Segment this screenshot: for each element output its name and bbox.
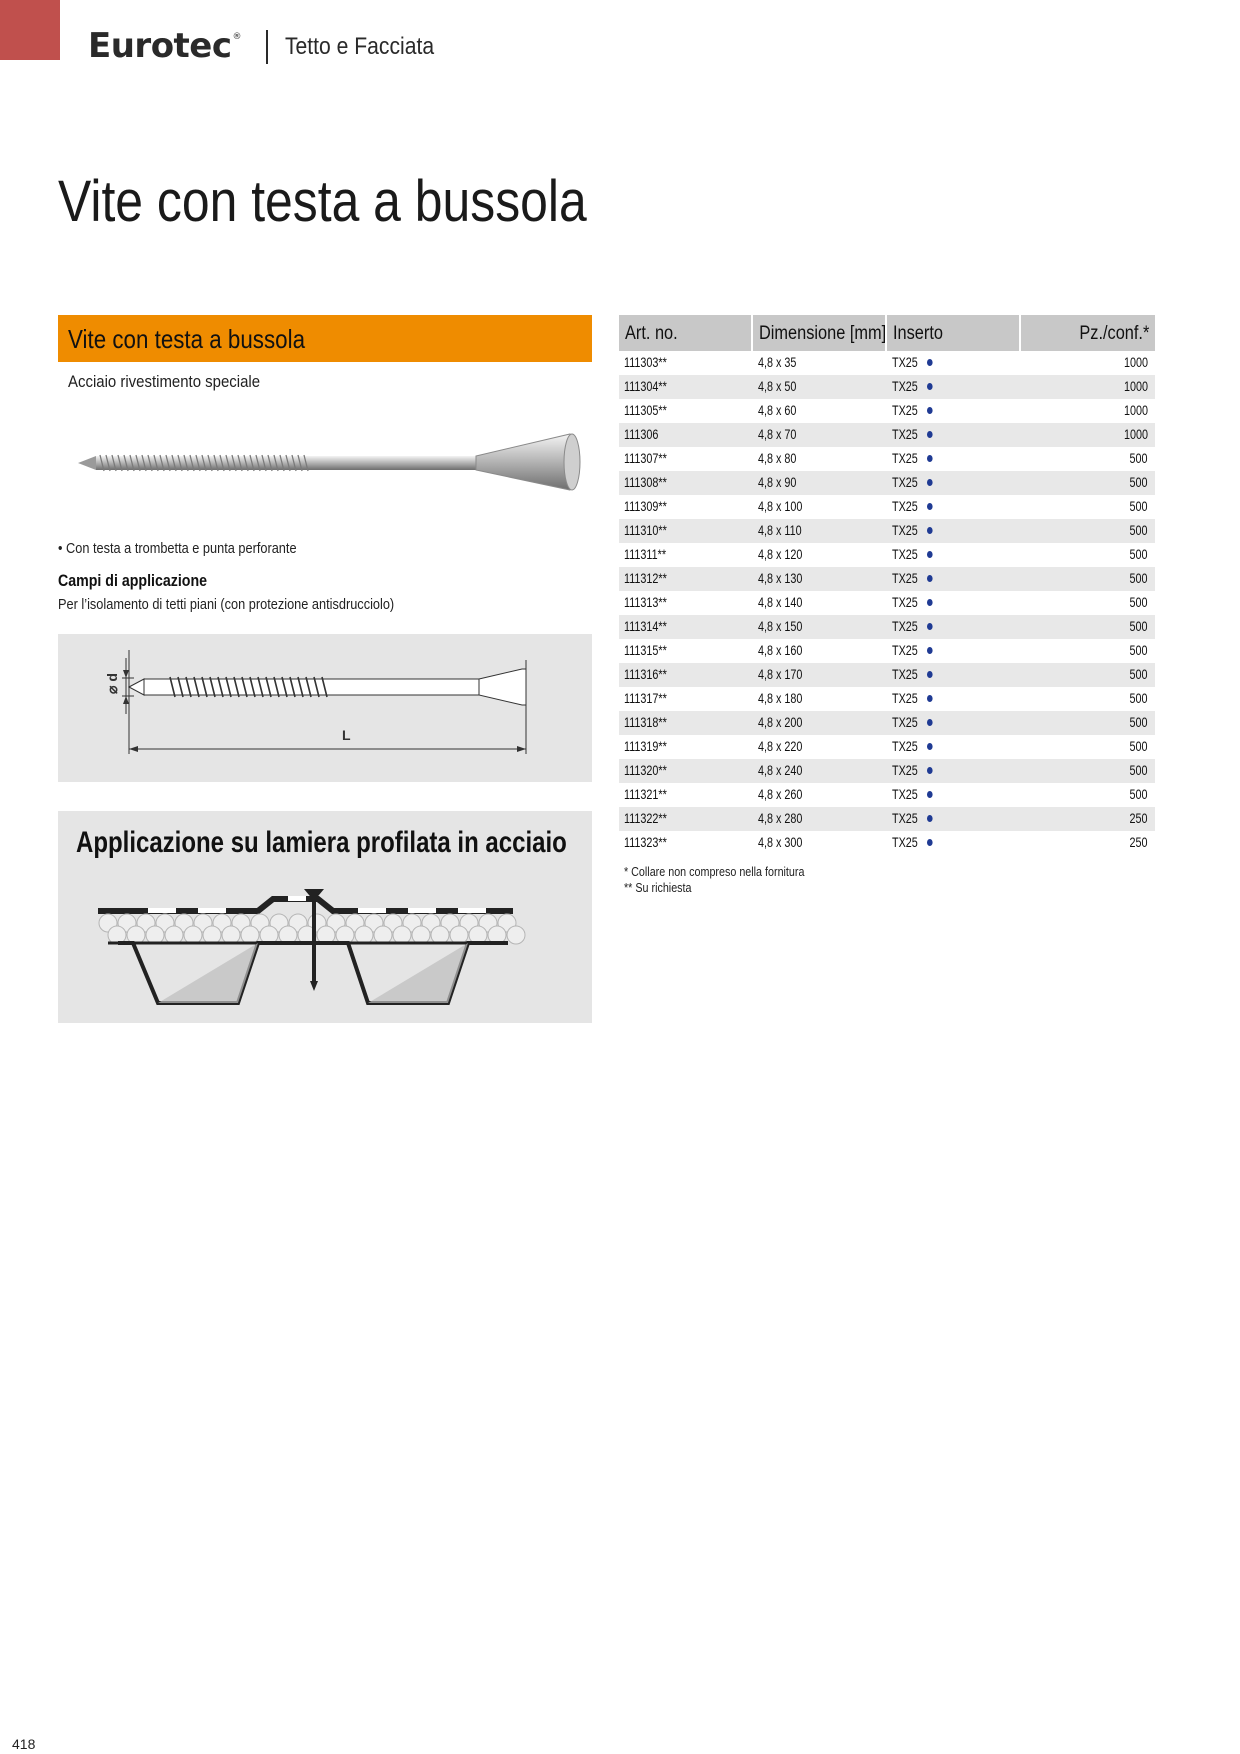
table-row: [619, 711, 1155, 735]
pieces-per-pack-cell: 1000: [1123, 379, 1148, 394]
table-row: [619, 399, 1155, 423]
pieces-per-pack-cell: 500: [1129, 691, 1148, 706]
dimension-cell: 4,8 x 220: [758, 739, 803, 754]
table-row: [619, 447, 1155, 471]
page-number: 418: [12, 1736, 36, 1752]
column-header: Inserto: [887, 315, 1019, 351]
art-number-cell: 111305**: [624, 403, 667, 418]
table-row: [619, 423, 1155, 447]
brand-logo: Eurotec®: [88, 26, 242, 66]
product-banner-title: Vite con testa a bussola: [68, 324, 306, 354]
table-row: [619, 615, 1155, 639]
table-row: [619, 375, 1155, 399]
pieces-per-pack-cell: 500: [1129, 763, 1148, 778]
insert-cell: TX25: [887, 423, 1021, 447]
insert-cell: TX25: [887, 687, 1021, 711]
insert-cell: TX25: [887, 567, 1021, 591]
dimension-cell: 4,8 x 110: [758, 523, 802, 538]
feature-text: • Con testa a trombetta e punta perforante: [58, 541, 297, 557]
application-box: [58, 811, 592, 1023]
insert-cell: TX25: [887, 447, 1021, 471]
bit-dot-icon: [927, 695, 933, 702]
table-body: [619, 351, 1155, 855]
pieces-per-pack-cell: 250: [1129, 835, 1148, 850]
insert-cell: TX25: [887, 639, 1021, 663]
table-row: [619, 351, 1155, 375]
dimension-cell: 4,8 x 300: [758, 835, 803, 850]
table-row: [619, 471, 1155, 495]
art-number-cell: 111308**: [624, 475, 667, 490]
pieces-per-pack-cell: 1000: [1123, 427, 1148, 442]
dimension-cell: 4,8 x 120: [758, 547, 803, 562]
bit-dot-icon: [927, 791, 933, 798]
dimension-cell: 4,8 x 100: [758, 499, 803, 514]
art-number-cell: 111304**: [624, 379, 667, 394]
bit-dot-icon: [927, 527, 933, 534]
diameter-label: ⌀ d: [104, 673, 120, 694]
dimension-cell: 4,8 x 150: [758, 619, 803, 634]
table-row: [619, 663, 1155, 687]
applications-heading: Campi di applicazione: [58, 572, 208, 590]
pieces-per-pack-cell: 1000: [1123, 403, 1148, 418]
insert-cell: TX25: [887, 399, 1021, 423]
pieces-per-pack-cell: 500: [1129, 787, 1148, 802]
page-title: Vite con testa a bussola: [58, 169, 587, 234]
applications-text: Per l’isolamento di tetti piani (con protezione antisdrucciolo): [58, 597, 395, 613]
dimension-cell: 4,8 x 70: [758, 427, 797, 442]
insert-cell: TX25: [887, 495, 1021, 519]
dimension-cell: 4,8 x 130: [758, 571, 803, 586]
bit-dot-icon: [927, 479, 933, 486]
column-header: Dimensione [mm]: [753, 315, 885, 351]
table-row: [619, 687, 1155, 711]
header-divider: [266, 30, 268, 64]
material-text: Acciaio rivestimento speciale: [68, 372, 261, 391]
pieces-per-pack-cell: 500: [1129, 715, 1148, 730]
table-row: [619, 591, 1155, 615]
insert-cell: TX25: [887, 783, 1021, 807]
table-header: [619, 315, 1155, 351]
insert-cell: TX25: [887, 615, 1021, 639]
dimension-cell: 4,8 x 80: [758, 451, 797, 466]
length-label: L: [342, 727, 351, 743]
bit-dot-icon: [927, 599, 933, 606]
art-number-cell: 111310**: [624, 523, 667, 538]
pieces-per-pack-cell: 500: [1129, 571, 1148, 586]
art-number-cell: 111319**: [624, 739, 667, 754]
dimension-cell: 4,8 x 90: [758, 475, 797, 490]
dimension-cell: 4,8 x 200: [758, 715, 803, 730]
art-number-cell: 111314**: [624, 619, 667, 634]
art-number-cell: 111322**: [624, 811, 667, 826]
dimension-cell: 4,8 x 170: [758, 667, 803, 682]
bit-dot-icon: [927, 407, 933, 414]
note: * Collare non compreso nella fornitura: [624, 865, 805, 879]
art-number-cell: 111320**: [624, 763, 667, 778]
art-number-cell: 111309**: [624, 499, 667, 514]
bit-dot-icon: [927, 455, 933, 462]
bit-dot-icon: [927, 551, 933, 558]
bit-dot-icon: [927, 767, 933, 774]
bit-dot-icon: [927, 743, 933, 750]
table-row: [619, 807, 1155, 831]
bit-dot-icon: [927, 383, 933, 390]
dimension-cell: 4,8 x 180: [758, 691, 803, 706]
roof-diagram: [58, 871, 592, 1021]
art-number-cell: 111311**: [624, 547, 667, 562]
note: ** Su richiesta: [624, 881, 692, 895]
bit-dot-icon: [927, 575, 933, 582]
dimension-cell: 4,8 x 140: [758, 595, 803, 610]
corner-accent: [0, 0, 60, 60]
art-number-cell: 111321**: [624, 787, 667, 802]
column-header: Pz./conf.*: [1021, 315, 1155, 351]
art-number-cell: 111316**: [624, 667, 667, 682]
table-row: [619, 639, 1155, 663]
pieces-per-pack-cell: 500: [1129, 547, 1148, 562]
art-number-cell: 111315**: [624, 643, 667, 658]
table-row: [619, 783, 1155, 807]
section-name: Tetto e Facciata: [285, 33, 435, 60]
art-number-cell: 111307**: [624, 451, 667, 466]
dimension-cell: 4,8 x 240: [758, 763, 803, 778]
insert-cell: TX25: [887, 663, 1021, 687]
insert-cell: TX25: [887, 543, 1021, 567]
art-number-cell: 111306: [624, 427, 659, 442]
insert-cell: TX25: [887, 735, 1021, 759]
bit-dot-icon: [927, 647, 933, 654]
dimension-cell: 4,8 x 35: [758, 355, 797, 370]
insert-cell: TX25: [887, 711, 1021, 735]
insert-cell: TX25: [887, 591, 1021, 615]
dimension-cell: 4,8 x 280: [758, 811, 803, 826]
dimension-cell: 4,8 x 50: [758, 379, 797, 394]
table-row: [619, 543, 1155, 567]
pieces-per-pack-cell: 500: [1129, 475, 1148, 490]
pieces-per-pack-cell: 500: [1129, 595, 1148, 610]
table-row: [619, 759, 1155, 783]
insert-cell: TX25: [887, 759, 1021, 783]
insert-cell: TX25: [887, 471, 1021, 495]
insert-cell: TX25: [887, 375, 1021, 399]
product-table: [619, 315, 1155, 855]
pieces-per-pack-cell: 500: [1129, 499, 1148, 514]
pieces-per-pack-cell: 500: [1129, 739, 1148, 754]
insert-cell: TX25: [887, 519, 1021, 543]
table-notes: [624, 864, 834, 896]
art-number-cell: 111303**: [624, 355, 667, 370]
pieces-per-pack-cell: 500: [1129, 523, 1148, 538]
pieces-per-pack-cell: 500: [1129, 643, 1148, 658]
insert-cell: TX25: [887, 807, 1021, 831]
bit-dot-icon: [927, 671, 933, 678]
art-number-cell: 111323**: [624, 835, 667, 850]
bit-dot-icon: [927, 503, 933, 510]
pieces-per-pack-cell: 1000: [1123, 355, 1148, 370]
bit-dot-icon: [927, 839, 933, 846]
dimension-drawing: [58, 634, 592, 782]
bit-dot-icon: [927, 719, 933, 726]
column-header: Art. no.: [619, 315, 751, 351]
table-row: [619, 567, 1155, 591]
pieces-per-pack-cell: 500: [1129, 667, 1148, 682]
table-row: [619, 495, 1155, 519]
table-row: [619, 735, 1155, 759]
pieces-per-pack-cell: 500: [1129, 451, 1148, 466]
screw-photo: [70, 428, 590, 496]
dimension-cell: 4,8 x 260: [758, 787, 803, 802]
bit-dot-icon: [927, 431, 933, 438]
art-number-cell: 111312**: [624, 571, 667, 586]
art-number-cell: 111317**: [624, 691, 667, 706]
table-row: [619, 831, 1155, 855]
pieces-per-pack-cell: 250: [1129, 811, 1148, 826]
dimension-cell: 4,8 x 160: [758, 643, 803, 658]
application-title: Applicazione su lamiera profilata in acciaio: [76, 826, 567, 859]
bit-dot-icon: [927, 815, 933, 822]
insert-cell: TX25: [887, 831, 1021, 855]
art-number-cell: 111318**: [624, 715, 667, 730]
bit-dot-icon: [927, 359, 933, 366]
art-number-cell: 111313**: [624, 595, 667, 610]
bit-dot-icon: [927, 623, 933, 630]
pieces-per-pack-cell: 500: [1129, 619, 1148, 634]
dimension-cell: 4,8 x 60: [758, 403, 797, 418]
table-row: [619, 519, 1155, 543]
product-banner: [58, 315, 592, 362]
insert-cell: TX25: [887, 351, 1021, 375]
